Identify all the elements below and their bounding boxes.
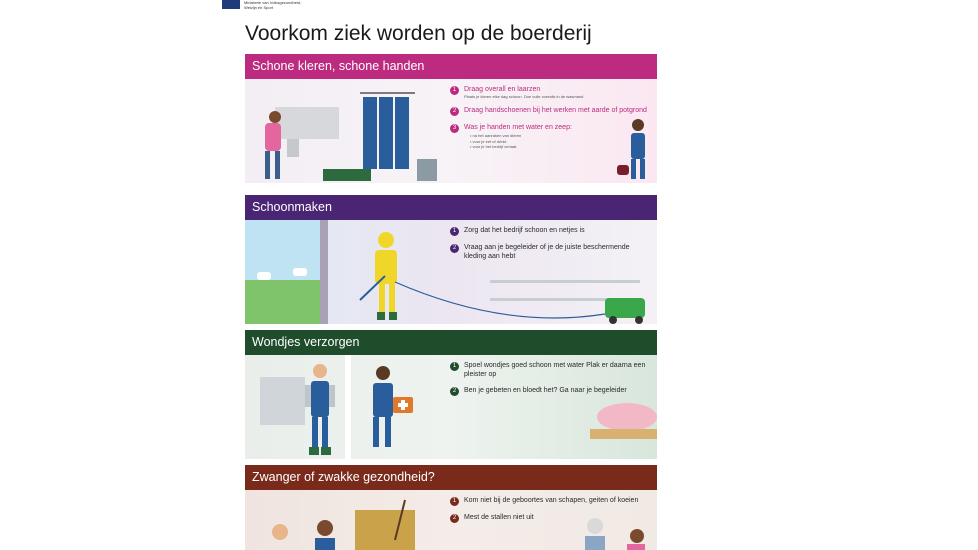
step-text: Vraag aan je begeleider of je de juiste beschermende kleding aan hebt — [464, 244, 630, 260]
step-number: 3 — [450, 124, 459, 133]
section-clean-clothes — [245, 54, 657, 183]
step-text: Draag handschoenen bij het werken met aarde of potgrond — [464, 107, 647, 114]
poster-title: Voorkom ziek worden op de boerderij — [245, 22, 592, 45]
poster — [245, 0, 657, 550]
step-text: Mest de stallen niet uit — [464, 514, 534, 521]
step — [450, 386, 650, 396]
section-wound-care — [245, 330, 657, 459]
section-heading: Zwanger of zwakke gezondheid? — [245, 465, 657, 490]
step-subtext: Plaats je kleren elke dag schoon. Doe vuile overalls in de wasmand — [464, 94, 584, 99]
step — [450, 243, 650, 261]
section-heading: Wondjes verzorgen — [245, 330, 657, 355]
step-number: 2 — [450, 387, 459, 396]
step-number: 1 — [450, 497, 459, 506]
step-number: 2 — [450, 244, 459, 253]
step-number: 2 — [450, 107, 459, 116]
bullet-item: • voor je eet of drinkt — [470, 139, 572, 145]
step — [450, 106, 650, 116]
ministry-name: Ministerie van Volksgezondheid, Welzijn en Sport — [244, 0, 302, 10]
step — [450, 361, 650, 379]
step-text: Kom niet bij de geboortes van schapen, geiten of koeien — [464, 497, 639, 504]
ministry-emblem-icon — [222, 0, 240, 9]
step-text: Draag overall en laarzen — [464, 86, 541, 93]
bullet-item: • na het aanraken van dieren — [470, 133, 572, 139]
step-number: 2 — [450, 514, 459, 523]
bullet-item: • voor je het bedrijf verlaat — [470, 144, 572, 150]
section-heading: Schone kleren, schone handen — [245, 54, 657, 79]
step-text: Spoel wondjes goed schoon met water Plak er daarna een pleister op — [464, 362, 646, 378]
section-pregnant-weak-health — [245, 465, 657, 550]
section-heading: Schoonmaken — [245, 195, 657, 220]
step-number: 1 — [450, 86, 459, 95]
step-text: Zorg dat het bedrijf schoon en netjes is — [464, 227, 585, 234]
step — [450, 226, 650, 236]
bullet-list — [470, 133, 572, 150]
step — [450, 513, 650, 523]
step-text: Ben je gebeten en bloedt het? Ga naar je begeleider — [464, 387, 627, 394]
step — [450, 85, 650, 99]
step-number: 1 — [450, 227, 459, 236]
step — [450, 123, 650, 150]
step-number: 1 — [450, 362, 459, 371]
step-text: Was je handen met water en zeep: — [464, 124, 572, 131]
section-cleaning — [245, 195, 657, 324]
step — [450, 496, 650, 506]
